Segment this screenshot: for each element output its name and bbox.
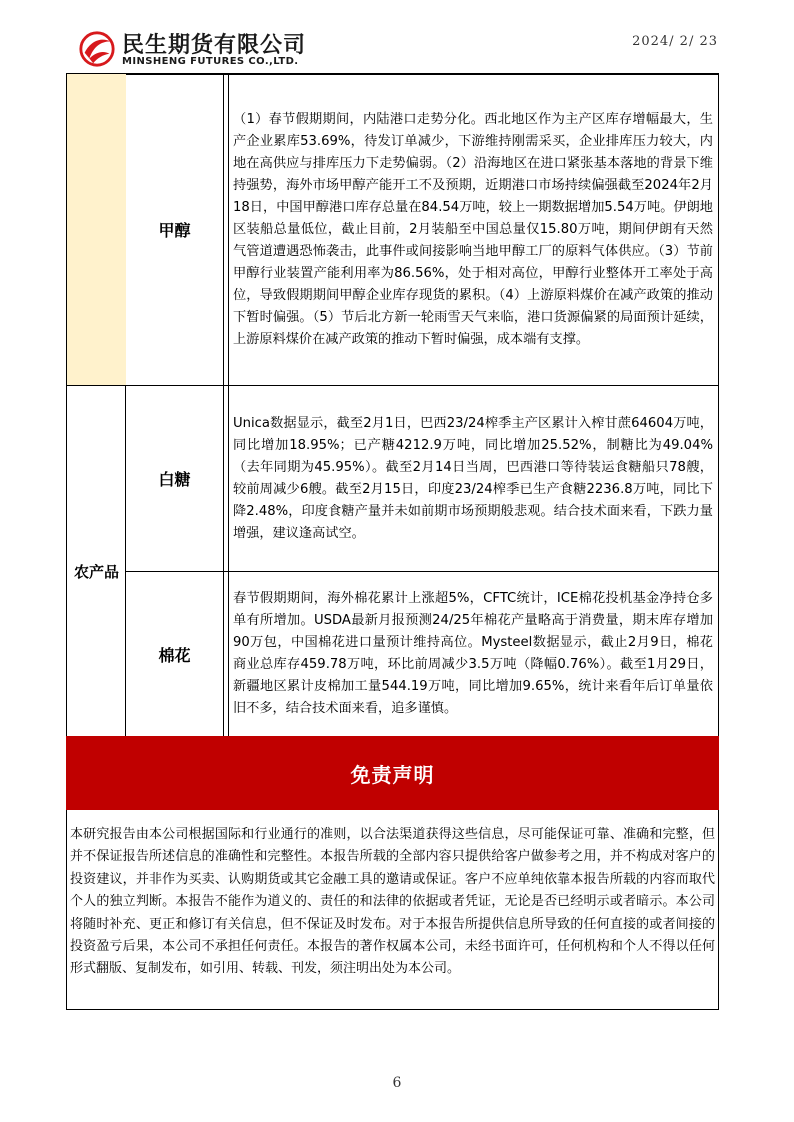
disclaimer-body: 本研究报告由本公司根据国际和行业通行的准则，以合法渠道获得这些信息，尽可能保证可靠、准确和完整，但并不保证报告所述信息的准确性和完整性。本报告所载的全部内容只提供给客户做参考之用，并不构成对客户的投资建议，并非作为买卖、认购期货或其它金融工具的邀请或保证。客户不应单纯依靠本报告所载的内容而取代个人的独立判断。本报告不能作为道义的、责任的和法律的依据或者凭证，无论是否已经明示或者暗示。本公司将随时补充、更正和修订有关信息，但不保证及时发布。对于本报告所提供信息所导致的任何直接的或者间接的投资盈亏后果，本公司不承担任何责任。本报告的著作权属本公司，未经书面许可，任何机构和个人不得以任何形式翻版、复制发布，如引用、转载、刊发，须注明出处为本公司。 [66,810,719,1010]
sector-cell-energy [67,74,126,386]
sector-cell-agri [67,386,126,736]
table-row [126,572,718,736]
page-header [0,0,794,74]
commodity-analysis [228,74,716,385]
commodity-table [66,74,719,736]
commodity-name: 甲醇 [126,74,224,385]
page-number: 6 [392,1075,402,1091]
analysis-text: （1）春节假期期间，内陆港口走势分化。西北地区作为主产区库存增幅最大，生产企业累库53.69%，待发订单减少，下游维持刚需采买，企业排库压力较大，内地在高供应与排库压力下走势偏弱。（2）沿海地区在进口紧张基本落地的背景下维持强势，海外市场甲醇产能开工不及预期，近期港口市场持续偏强截至2024年2月18日，中国甲醇港口库存总量在84.54万吨，较上一期数据增加5.54万吨。伊朗地区装船总量低位，截止目前，2月装船至中国总量仅15.80万吨，期间伊朗有天然气管道遭遇恐怖袭击，此事件或间接影响当地甲醇工厂的原料气体供应。（3）节前甲醇行业装置产能利用率为86.56%，处于相对高位，甲醇行业整体开工率处于高位，导致假期期间甲醇企业库存现货的累积。（4）上游原料煤价在减产政策的推动下暂时偏强。（5）节后北方新一轮雨雪天气来临，港口货源偏紧的局面预计延续，上游原料煤价在减产政策的推动下暂时偏强，成本端有支撑。 [233,111,713,347]
company-name-en: MINSHENG FUTURES CO.,LTD. [122,56,299,67]
commodity-analysis [228,572,716,736]
sector-label-agri: 农产品 [73,563,119,581]
disclaimer-title-bar [66,736,719,810]
analysis-text: 春节假期期间，海外棉花累计上涨超5%，CFTC统计，ICE棉花投机基金净持仓多单有所增加。USDA最新月报预测24/25年棉花产量略高于消费量，期末库存增加90万包，中国棉花进口量预计维持高位。Mysteel数据显示，截止2月9日，棉花商业总库存459.78万吨，环比前周减少3.5万吨（降幅0.76%）。截至1月29日，新疆地区累计皮棉加工量544.19万吨，同比增加9.65%，统计来看年后订单量依旧不多，结合技术面来看，追多谨慎。 [233,591,713,716]
sector-column [67,74,126,736]
minsheng-swirl-logo-icon [78,30,116,68]
report-date: 2024/ 2/ 23 [632,34,718,49]
disclaimer-title: 免责声明 [350,762,435,787]
analysis-text: Unica数据显示，截至2月1日，巴西23/24榨季主产区累计入榨甘蔗64604万吨，同比增加18.95%；已产糖4212.9万吨，同比增加25.52%，制糖比为49.04%（去年同期为45.95%）。截至2月14日当周，巴西港口等待装运食糖船只78艘，较前周减少6艘。截至2月15日，印度23/24榨季已生产食糖2236.8万吨，同比下降2.48%，印度食糖产量并未如前期市场预期般悲观。结合技术面来看，下跌力量增强，建议逢高试空。 [233,415,713,541]
commodity-name: 白糖 [126,386,224,571]
commodity-analysis [228,386,716,571]
table-row [126,74,718,386]
table-row [126,386,718,572]
company-name-cn: 民生期货有限公司 [122,33,307,58]
commodity-name: 棉花 [126,572,224,736]
